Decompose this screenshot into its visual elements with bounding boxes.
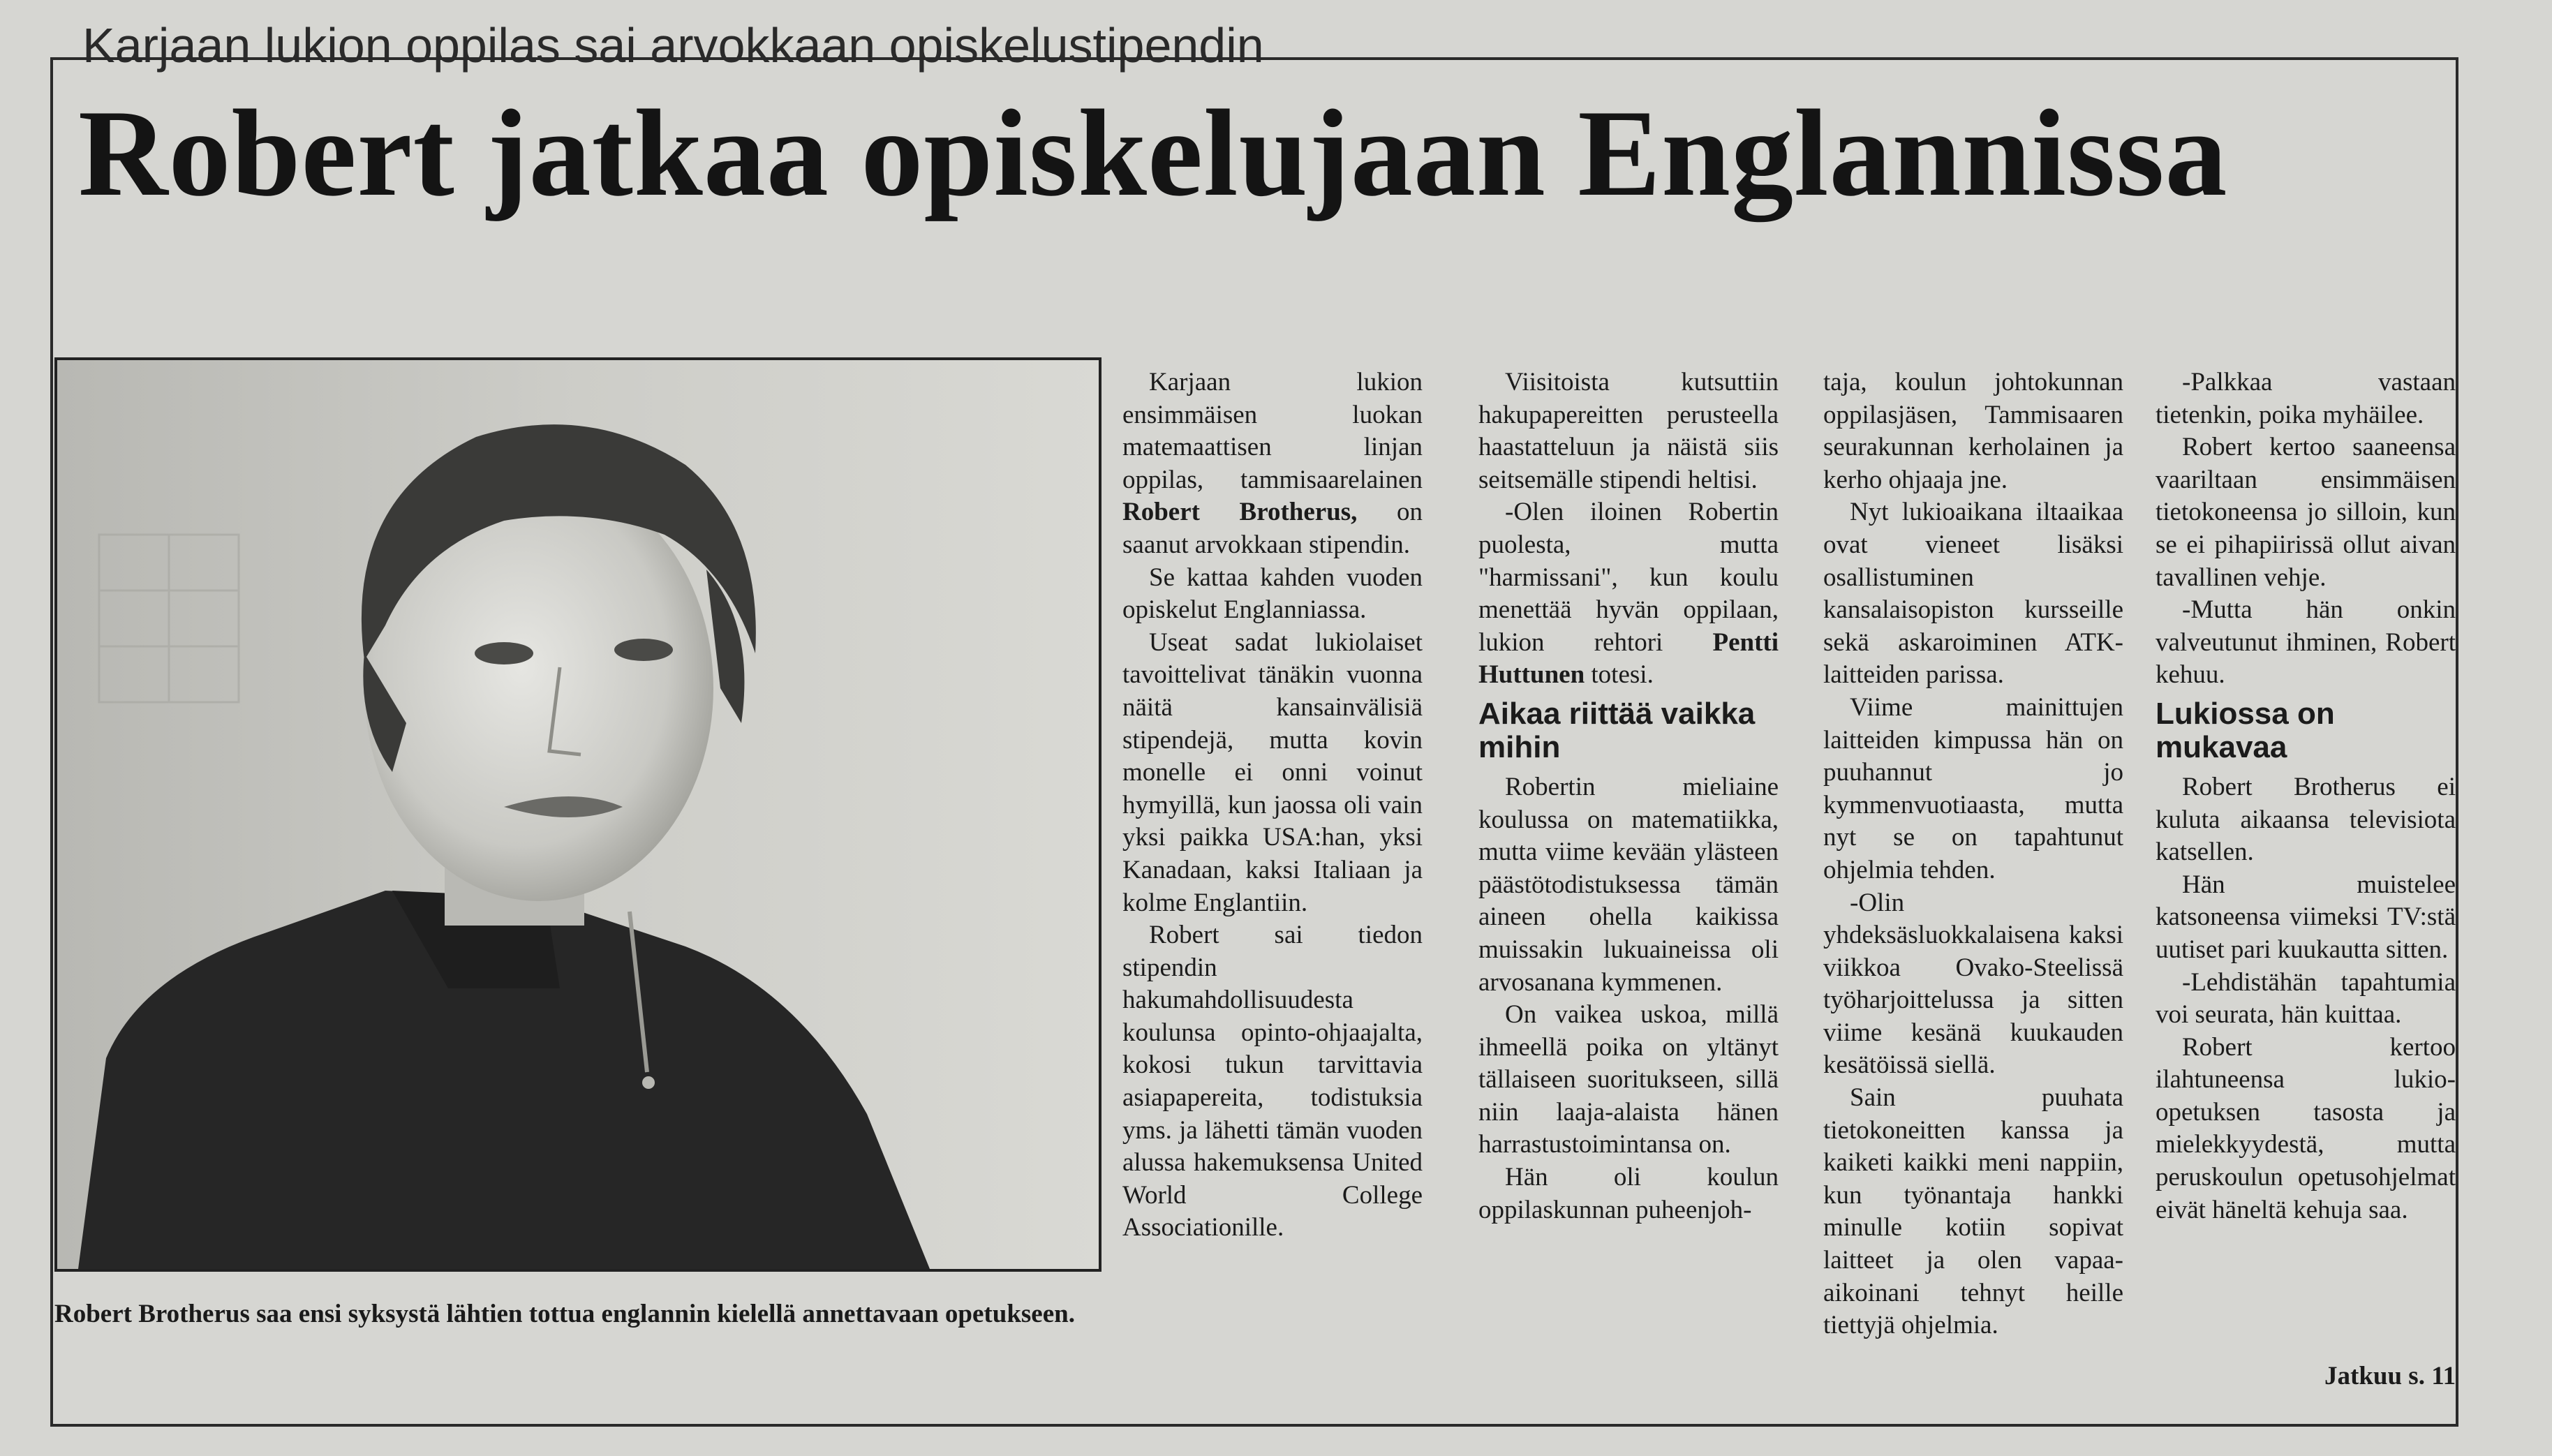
paragraph: Sain puuhata tietokoneitten kanssa ja kaiketi kaikki meni nappiin, kun työnantaja hankki minulle kotiin sopivat laitteet ja olen vapaa-aikoinani tehnyt heille tiettyjä ohjelmia. [1823,1083,2123,1340]
paragraph: Useat sadat lukiolaiset tavoittelivat tänäkin vuonna näitä kansainvälisiä stipendejä, mutta kovin monelle ei onni voinut hymyillä, kun jaossa oli vain yksi paikka USA:han, yksi Kanadaan, kaksi Italiaan ja kolme Englantiin. [1122,627,1423,917]
paragraph: Viisitoista kutsuttiin hakupapereitten perusteella haastatteluun ja näistä siis seitsemälle stipendi heltisi. [1478,368,1779,494]
person-name: Robert Brotherus, [1122,498,1358,527]
article-headline: Robert jatkaa opiskelujaan Englannissa [78,84,2228,222]
paragraph-text: totesi. [1585,660,1654,690]
text-column-2 [1478,366,1779,1226]
paragraph: Hän muistelee katsoneensa viimeksi TV:stä uutiset pari kuukautta sitten. [2156,870,2456,964]
paragraph-text: on saanut arvokkaan stipendin. [1122,498,1423,559]
paragraph: taja, koulun johtokunnan oppilasjäsen, Tammisaaren seurakunnan kerholainen ja kerho ohjaaja jne. [1823,368,2123,494]
paragraph: -Lehdistähän tapahtumia voi seurata, hän kuittaa. [2156,967,2456,1030]
paragraph: Hän oli koulun oppilaskunnan puheenjoh- [1478,1163,1779,1224]
text-column-1 [1122,366,1423,1245]
subheading: Lukiossa on mukavaa [2156,696,2335,764]
paragraph: -Olin yhdeksäsluokkalaisena kaksi viikkoa Ovako-Steelissä työharjoittelussa ja sitten viime kesänä kuukauden kesätöissä siellä. [1823,888,2123,1080]
paragraph: -Palkkaa vastaan tietenkin, poika myhäilee. [2156,368,2456,429]
paragraph: Se kattaa kahden vuoden opiskelut Englanniassa. [1122,563,1423,625]
photo-caption: Robert Brotherus saa ensi syksystä lähtien tottua englannin kielellä annettavaan opetukseen. [54,1300,1075,1328]
paragraph: Robert sai tiedon stipendin hakumahdollisuudesta koulunsa opinto-ohjaajalta, kokosi tukun tarvittavia asiapapereita, todistuksia yms. ja lähetti tämän vuoden alussa hakemuksensa United World College Associationille. [1122,921,1423,1242]
paragraph: On vaikea uskoa, millä ihmeellä poika on yltänyt tällaiseen suoritukseen, sillä niin laaja-alaista hänen harrastustoimintansa on. [1478,1000,1779,1159]
paragraph-text: Karjaan lukion ensimmäisen luokan matemaattisen linjan oppilas, tammisaarelainen [1122,368,1423,494]
person-name: Pentti Huttunen [1478,627,1779,690]
paragraph [1122,366,1423,562]
article-kicker: Karjaan lukion oppilas sai arvokkaan opiskelustipendin [82,18,1264,73]
paragraph-text: -Olen iloinen Robertin puolesta, mutta "harmissani", kun koulu menettää hyvän oppilaan, lukion rehtori [1478,498,1779,657]
paragraph: Robert Brotherus ei kuluta aikaansa televisiota katsellen. [2156,772,2456,867]
paragraph: Robertin mieliaine koulussa on matematiikka, mutta viime kevään ylästeen päästötodistuksessa tämän aineen ohella kaikissa muissakin lukuaineissa oli arvosanana kymmenen. [1478,772,1779,997]
subheading: Aikaa riittää vaikka mihin [1478,696,1756,764]
paragraph: Nyt lukioaikana iltaaikaa ovat vieneet lisäksi osallistuminen kansalaisopiston kursseille sekä askaroiminen ATK-laitteiden parissa. [1823,498,2123,690]
text-column-4 [2156,366,2456,1226]
adjacent-article-edge [0,0,2552,15]
paragraph [1478,496,1779,692]
text-column-3 [1823,366,2123,1342]
paragraph: Robert kertoo ilahtuneensa lukio-opetuksen tasosta ja mielekkyydestä, mutta peruskoulun opetusohjelmat eivät häneltä kehuja saa. [2156,1032,2456,1224]
portrait-photo [54,357,1101,1272]
paragraph: -Mutta hän onkin valveutunut ihminen, Robert kehuu. [2156,595,2456,690]
paragraph: Viime mainittujen laitteiden kimpussa hän on puuhannut jo kymmenvuotiaasta, mutta nyt se on tapahtunut ohjelmia tehden. [1823,692,2123,884]
portrait-illustration [57,360,1099,1269]
continued-note: Jatkuu s. 11 [2324,1362,2456,1390]
paragraph: Robert kertoo saaneensa vaariltaan ensimmäisen tietokoneensa jo silloin, kun se ei pihapiirissä ollut aivan tavallinen vehje. [2156,433,2456,592]
